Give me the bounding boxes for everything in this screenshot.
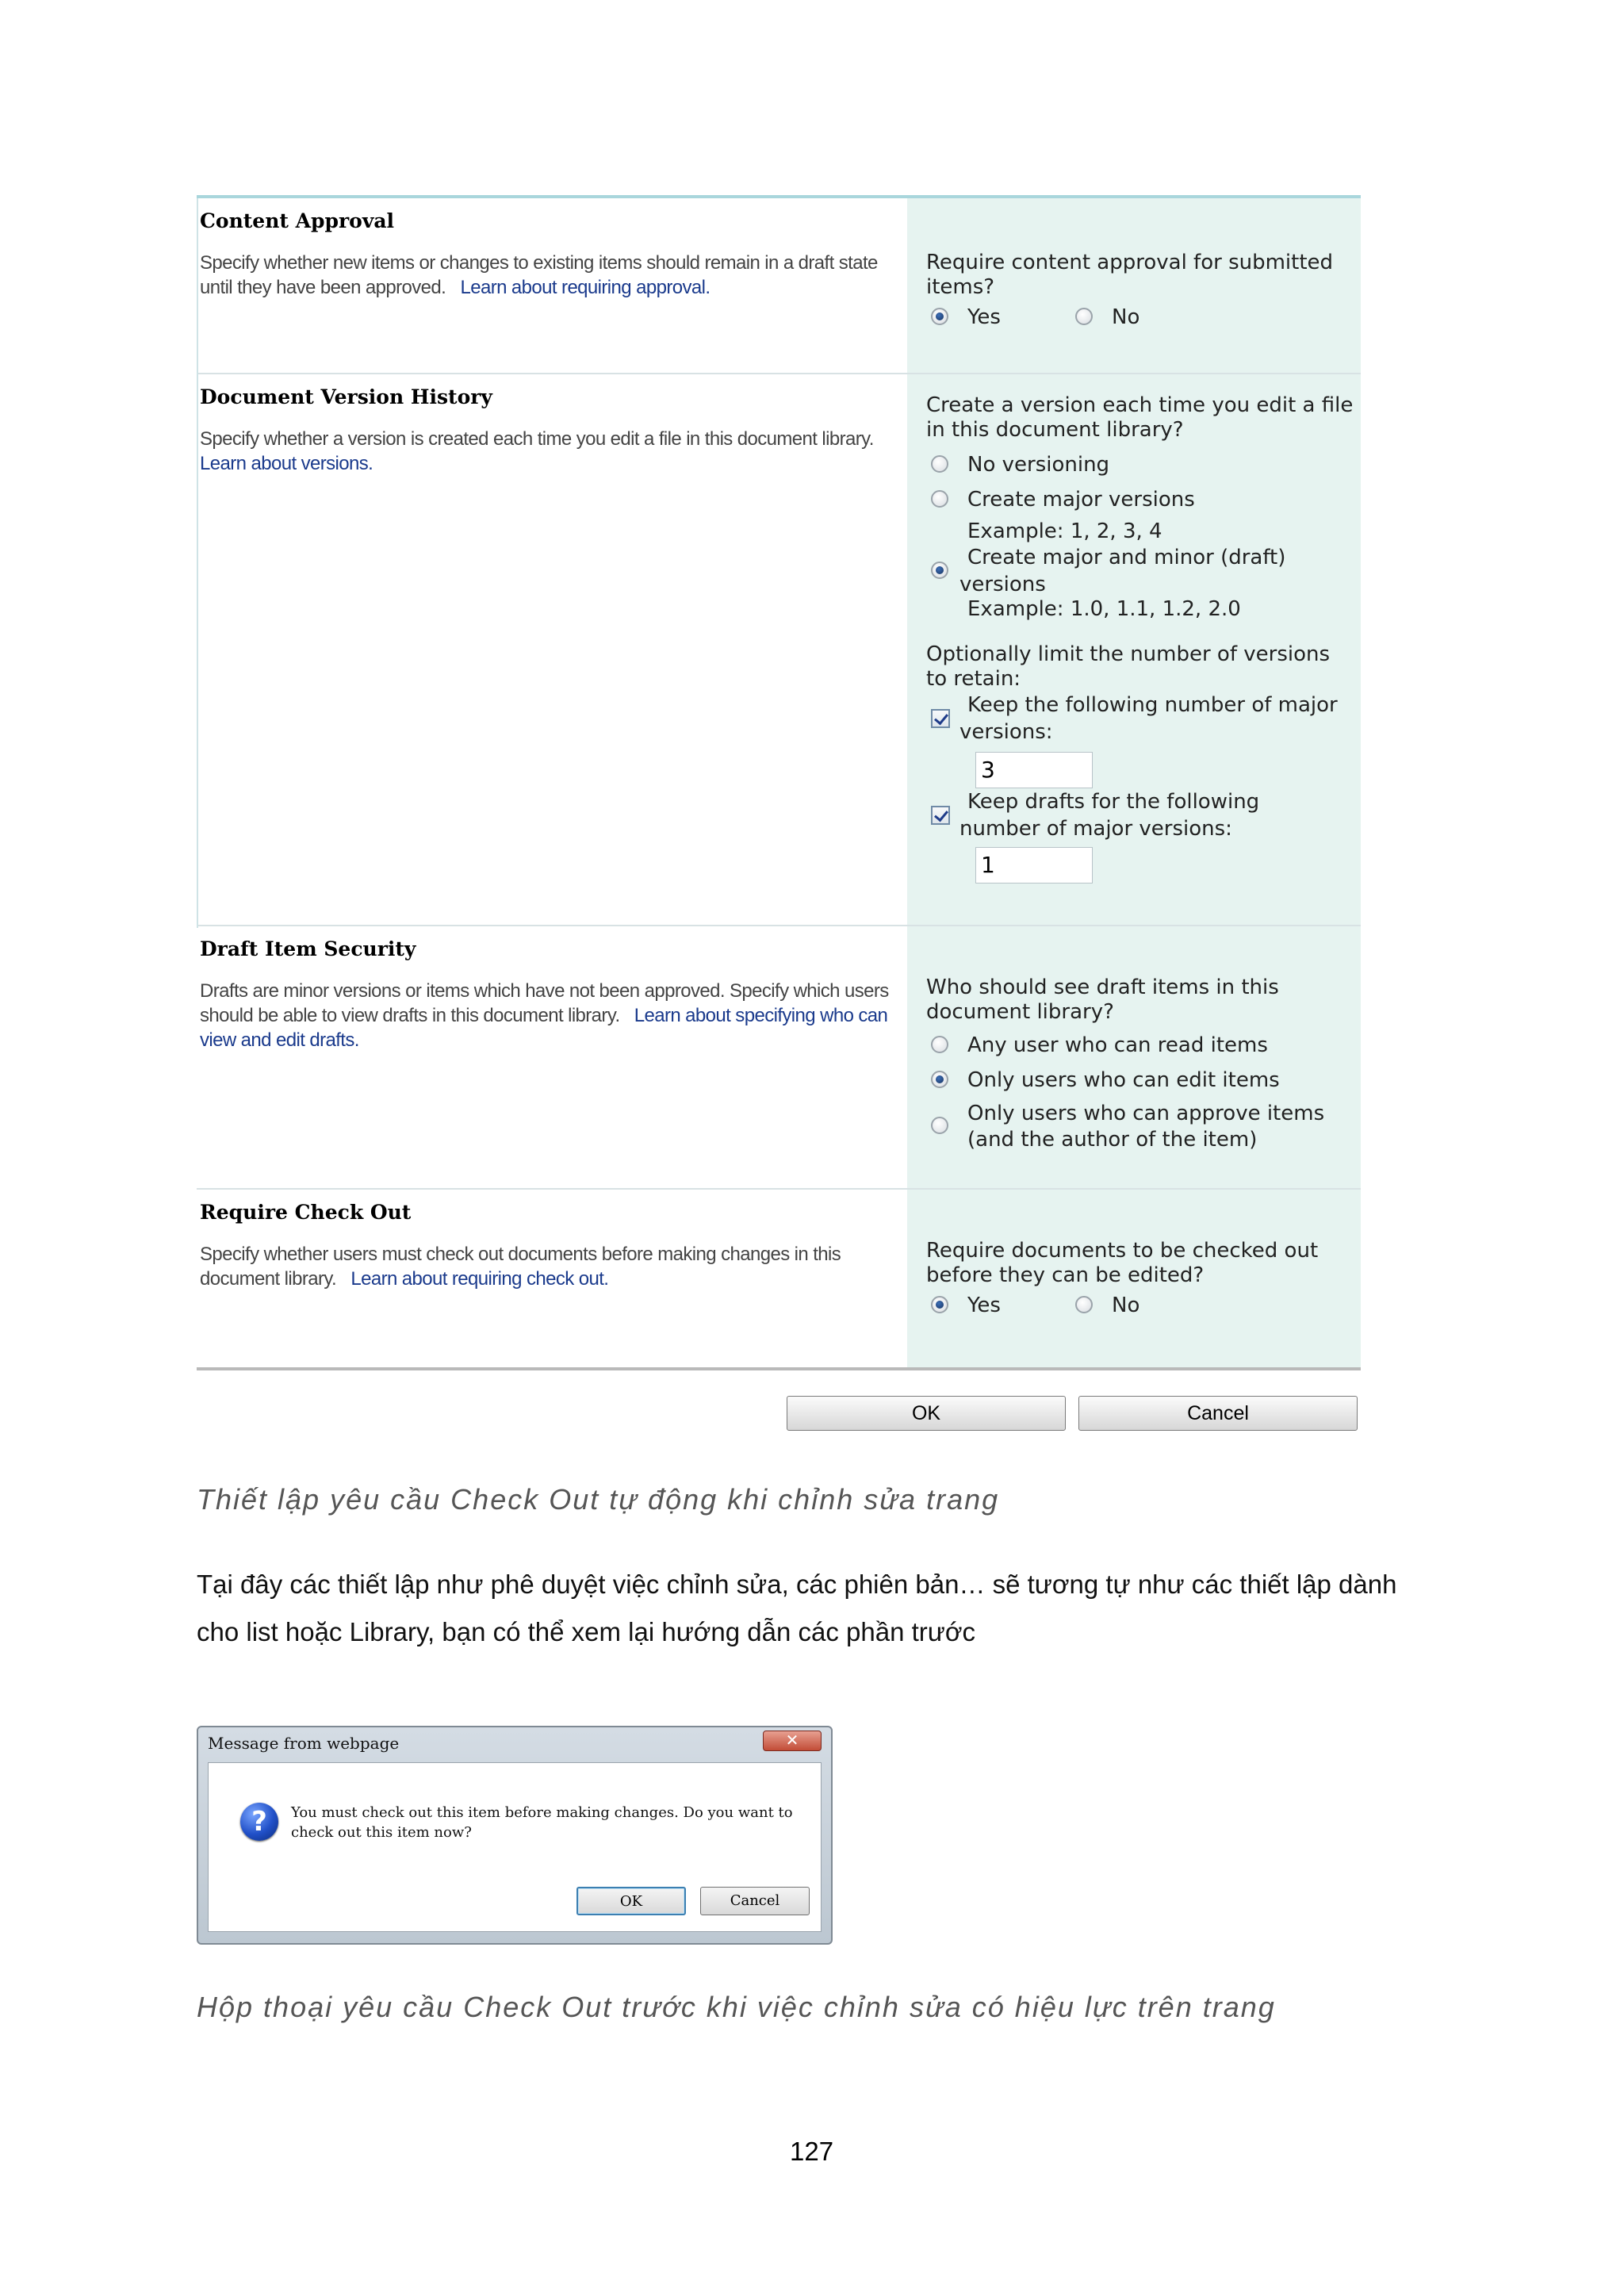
major-versions-label: Create major versions	[967, 488, 1195, 512]
check-out-title: Require Check Out	[200, 1201, 412, 1224]
check-out-yes-radio[interactable]	[931, 1296, 948, 1313]
draft-approve-label: Only users who can approve items (and the author of the item)	[967, 1102, 1325, 1152]
check-out-no-radio[interactable]	[1075, 1296, 1093, 1313]
keep-major-label: Keep the following number of major versions:	[959, 693, 1338, 744]
draft-security-question: Who should see draft items in this document library?	[926, 976, 1279, 1024]
approval-yes-radio[interactable]	[931, 308, 948, 325]
figure-caption-1: Thiết lập yêu cầu Check Out tự động khi chỉnh sửa trang	[197, 1483, 1000, 1516]
draft-security-section	[197, 926, 1361, 1190]
version-history-section	[197, 374, 1361, 926]
dialog-ok-button[interactable]: OK	[576, 1887, 686, 1915]
major-versions-radio[interactable]	[931, 490, 948, 508]
keep-drafts-label: Keep drafts for the following number of major versions:	[959, 790, 1260, 841]
version-history-title: Document Version History	[200, 385, 492, 408]
learn-approval-link[interactable]: Learn about requiring approval.	[460, 277, 710, 298]
no-versioning-radio[interactable]	[931, 455, 948, 473]
limit-versions-label: Optionally limit the number of versions to retain:	[926, 642, 1331, 691]
major-minor-versions-label: Create major and minor (draft) versions	[959, 546, 1286, 596]
approval-no-radio[interactable]	[1075, 308, 1093, 325]
page-number: 127	[790, 2137, 834, 2166]
content-approval-question: Require content approval for submitted items?	[926, 251, 1334, 299]
approval-no-label: No	[1112, 305, 1140, 329]
major-minor-versions-radio[interactable]	[931, 562, 948, 579]
draft-edit-label: Only users who can edit items	[967, 1068, 1280, 1092]
content-approval-section	[197, 198, 1361, 374]
learn-check-out-link[interactable]: Learn about requiring check out.	[350, 1268, 609, 1290]
draft-approve-radio[interactable]	[931, 1117, 948, 1134]
learn-versions-link[interactable]: Learn about versions.	[200, 453, 373, 474]
major-versions-example: Example: 1, 2, 3, 4	[967, 519, 1162, 543]
draft-read-radio[interactable]	[931, 1036, 948, 1053]
dialog-cancel-button[interactable]: Cancel	[700, 1887, 810, 1915]
draft-edit-radio[interactable]	[931, 1071, 948, 1088]
check-out-description: Specify whether users must check out documents before making changes in this document library. Learn about requiring check out.	[200, 1244, 841, 1290]
check-out-question: Require documents to be checked out before they can be edited?	[926, 1239, 1319, 1287]
dialog-message: You must check out this item before making changes. Do you want to check out this item now?	[291, 1804, 793, 1841]
ok-button[interactable]: OK	[787, 1396, 1066, 1431]
learn-drafts-link[interactable]: Learn about specifying who can view and edit drafts.	[200, 1005, 888, 1051]
major-minor-versions-example: Example: 1.0, 1.1, 1.2, 2.0	[967, 597, 1241, 621]
check-out-section	[197, 1190, 1361, 1367]
bottom-border	[197, 1367, 1361, 1370]
keep-drafts-checkbox[interactable]	[931, 806, 950, 825]
version-history-description: Specify whether a version is created each time you edit a file in this document library. Learn about versions.	[200, 428, 874, 474]
dialog-body	[208, 1762, 822, 1932]
check-out-yes-label: Yes	[967, 1294, 1001, 1317]
versioning-question: Create a version each time you edit a file in this document library?	[926, 393, 1354, 442]
cancel-button[interactable]: Cancel	[1078, 1396, 1358, 1431]
draft-security-title: Draft Item Security	[200, 937, 416, 960]
no-versioning-label: No versioning	[967, 453, 1110, 477]
draft-versions-count-input[interactable]: 1	[975, 847, 1093, 884]
content-approval-title: Content Approval	[200, 209, 395, 232]
draft-security-description: Drafts are minor versions or items which have not been approved. Specify which users should be able to view drafts in this document library. Learn about specifying who can view and edit drafts.	[200, 980, 889, 1051]
figure-caption-2: Hộp thoại yêu cầu Check Out trước khi việc chỉnh sửa có hiệu lực trên trang	[197, 1991, 1276, 2023]
keep-major-checkbox[interactable]	[931, 709, 950, 728]
close-icon[interactable]: ✕	[763, 1731, 822, 1751]
body-paragraph: Tại đây các thiết lập như phê duyệt việc chỉnh sửa, các phiên bản… sẽ tương tự như các thiết lập dành cho list hoặc Library, bạn có thể xem lại hướng dẫn các phần trước	[197, 1570, 1397, 1646]
library-settings-panel	[197, 195, 1361, 1424]
approval-yes-label: Yes	[967, 305, 1001, 329]
message-dialog	[197, 1726, 833, 1945]
major-versions-count-input[interactable]: 3	[975, 752, 1093, 788]
question-icon: ?	[240, 1803, 278, 1841]
draft-read-label: Any user who can read items	[967, 1033, 1268, 1057]
dialog-title: Message from webpage	[208, 1734, 400, 1753]
content-approval-description: Specify whether new items or changes to existing items should remain in a draft state until they have been approved. Learn about requiring approval.	[200, 252, 878, 298]
check-out-no-label: No	[1112, 1294, 1140, 1317]
